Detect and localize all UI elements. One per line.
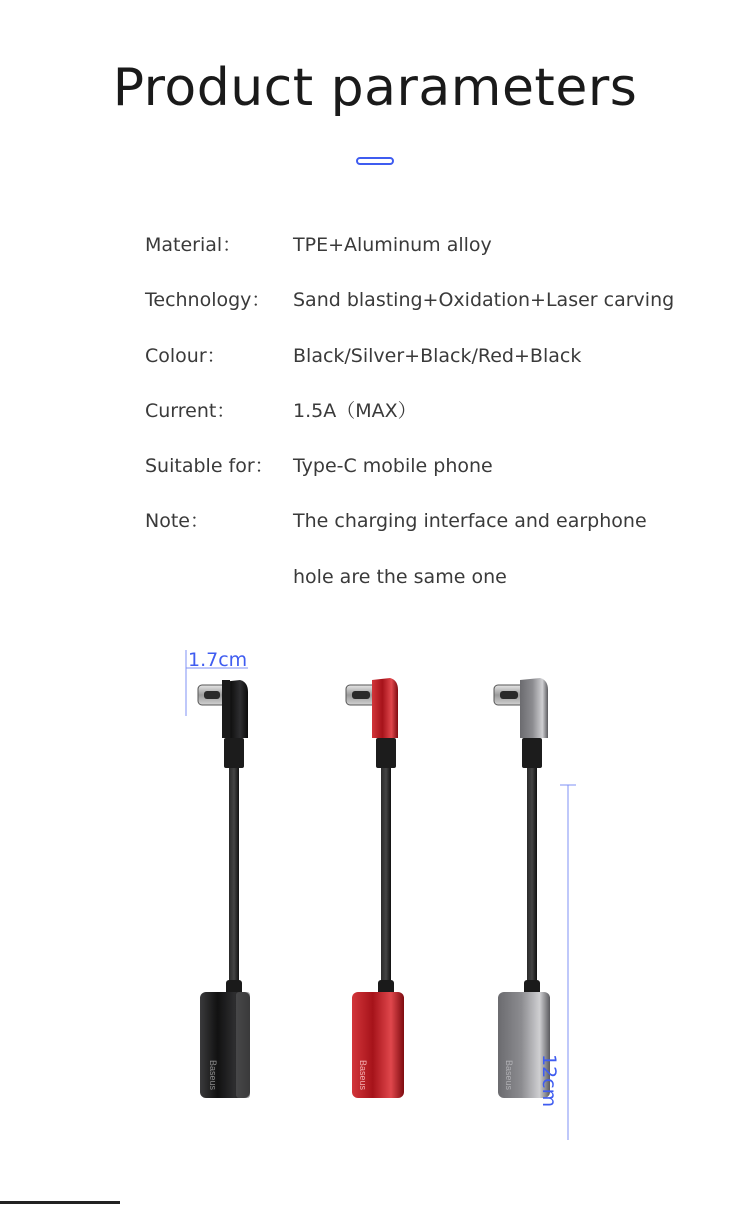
param-row-material <box>145 226 735 281</box>
param-value: Type-C mobile phone <box>293 455 493 478</box>
adapter-black <box>198 680 250 1098</box>
param-row-colour <box>145 337 735 392</box>
param-value: Black/Silver+Black/Red+Black <box>293 344 582 367</box>
parameters-list <box>145 226 735 613</box>
param-row-note <box>145 502 735 557</box>
param-label: Colour： <box>145 344 226 367</box>
param-label: Material： <box>145 234 242 256</box>
width-dimension-label: 1.7cm <box>188 649 248 671</box>
param-label: Technology： <box>145 289 271 312</box>
param-row-current <box>145 392 735 447</box>
param-label: Current： <box>145 399 236 422</box>
param-row-note-continued <box>145 558 735 613</box>
param-label: Note： <box>145 510 209 533</box>
param-value: hole are the same one <box>293 565 507 588</box>
title-underline-decoration <box>356 157 394 165</box>
adapters-illustration <box>0 620 750 1180</box>
param-row-technology <box>145 281 735 336</box>
param-value: Sand blasting+Oxidation+Laser carving <box>293 289 675 312</box>
adapter-red <box>346 678 404 1098</box>
product-figure <box>0 620 750 1180</box>
param-value: 1.5A（MAX） <box>293 399 417 422</box>
param-value: TPE+Aluminum alloy <box>293 234 492 256</box>
adapter-silver <box>494 678 550 1098</box>
param-value: The charging interface and earphone <box>293 510 647 533</box>
param-row-suitable-for <box>145 447 735 502</box>
svg-text:Baseus: Baseus <box>358 1060 368 1091</box>
svg-text:Baseus: Baseus <box>208 1060 218 1091</box>
bottom-divider <box>0 1201 120 1204</box>
length-dimension-marker <box>560 785 576 1140</box>
svg-text:Baseus: Baseus <box>504 1060 514 1091</box>
param-label: Suitable for： <box>145 455 274 478</box>
page-title: Product parameters <box>112 58 638 118</box>
length-dimension-label: 12cm <box>538 1054 560 1108</box>
